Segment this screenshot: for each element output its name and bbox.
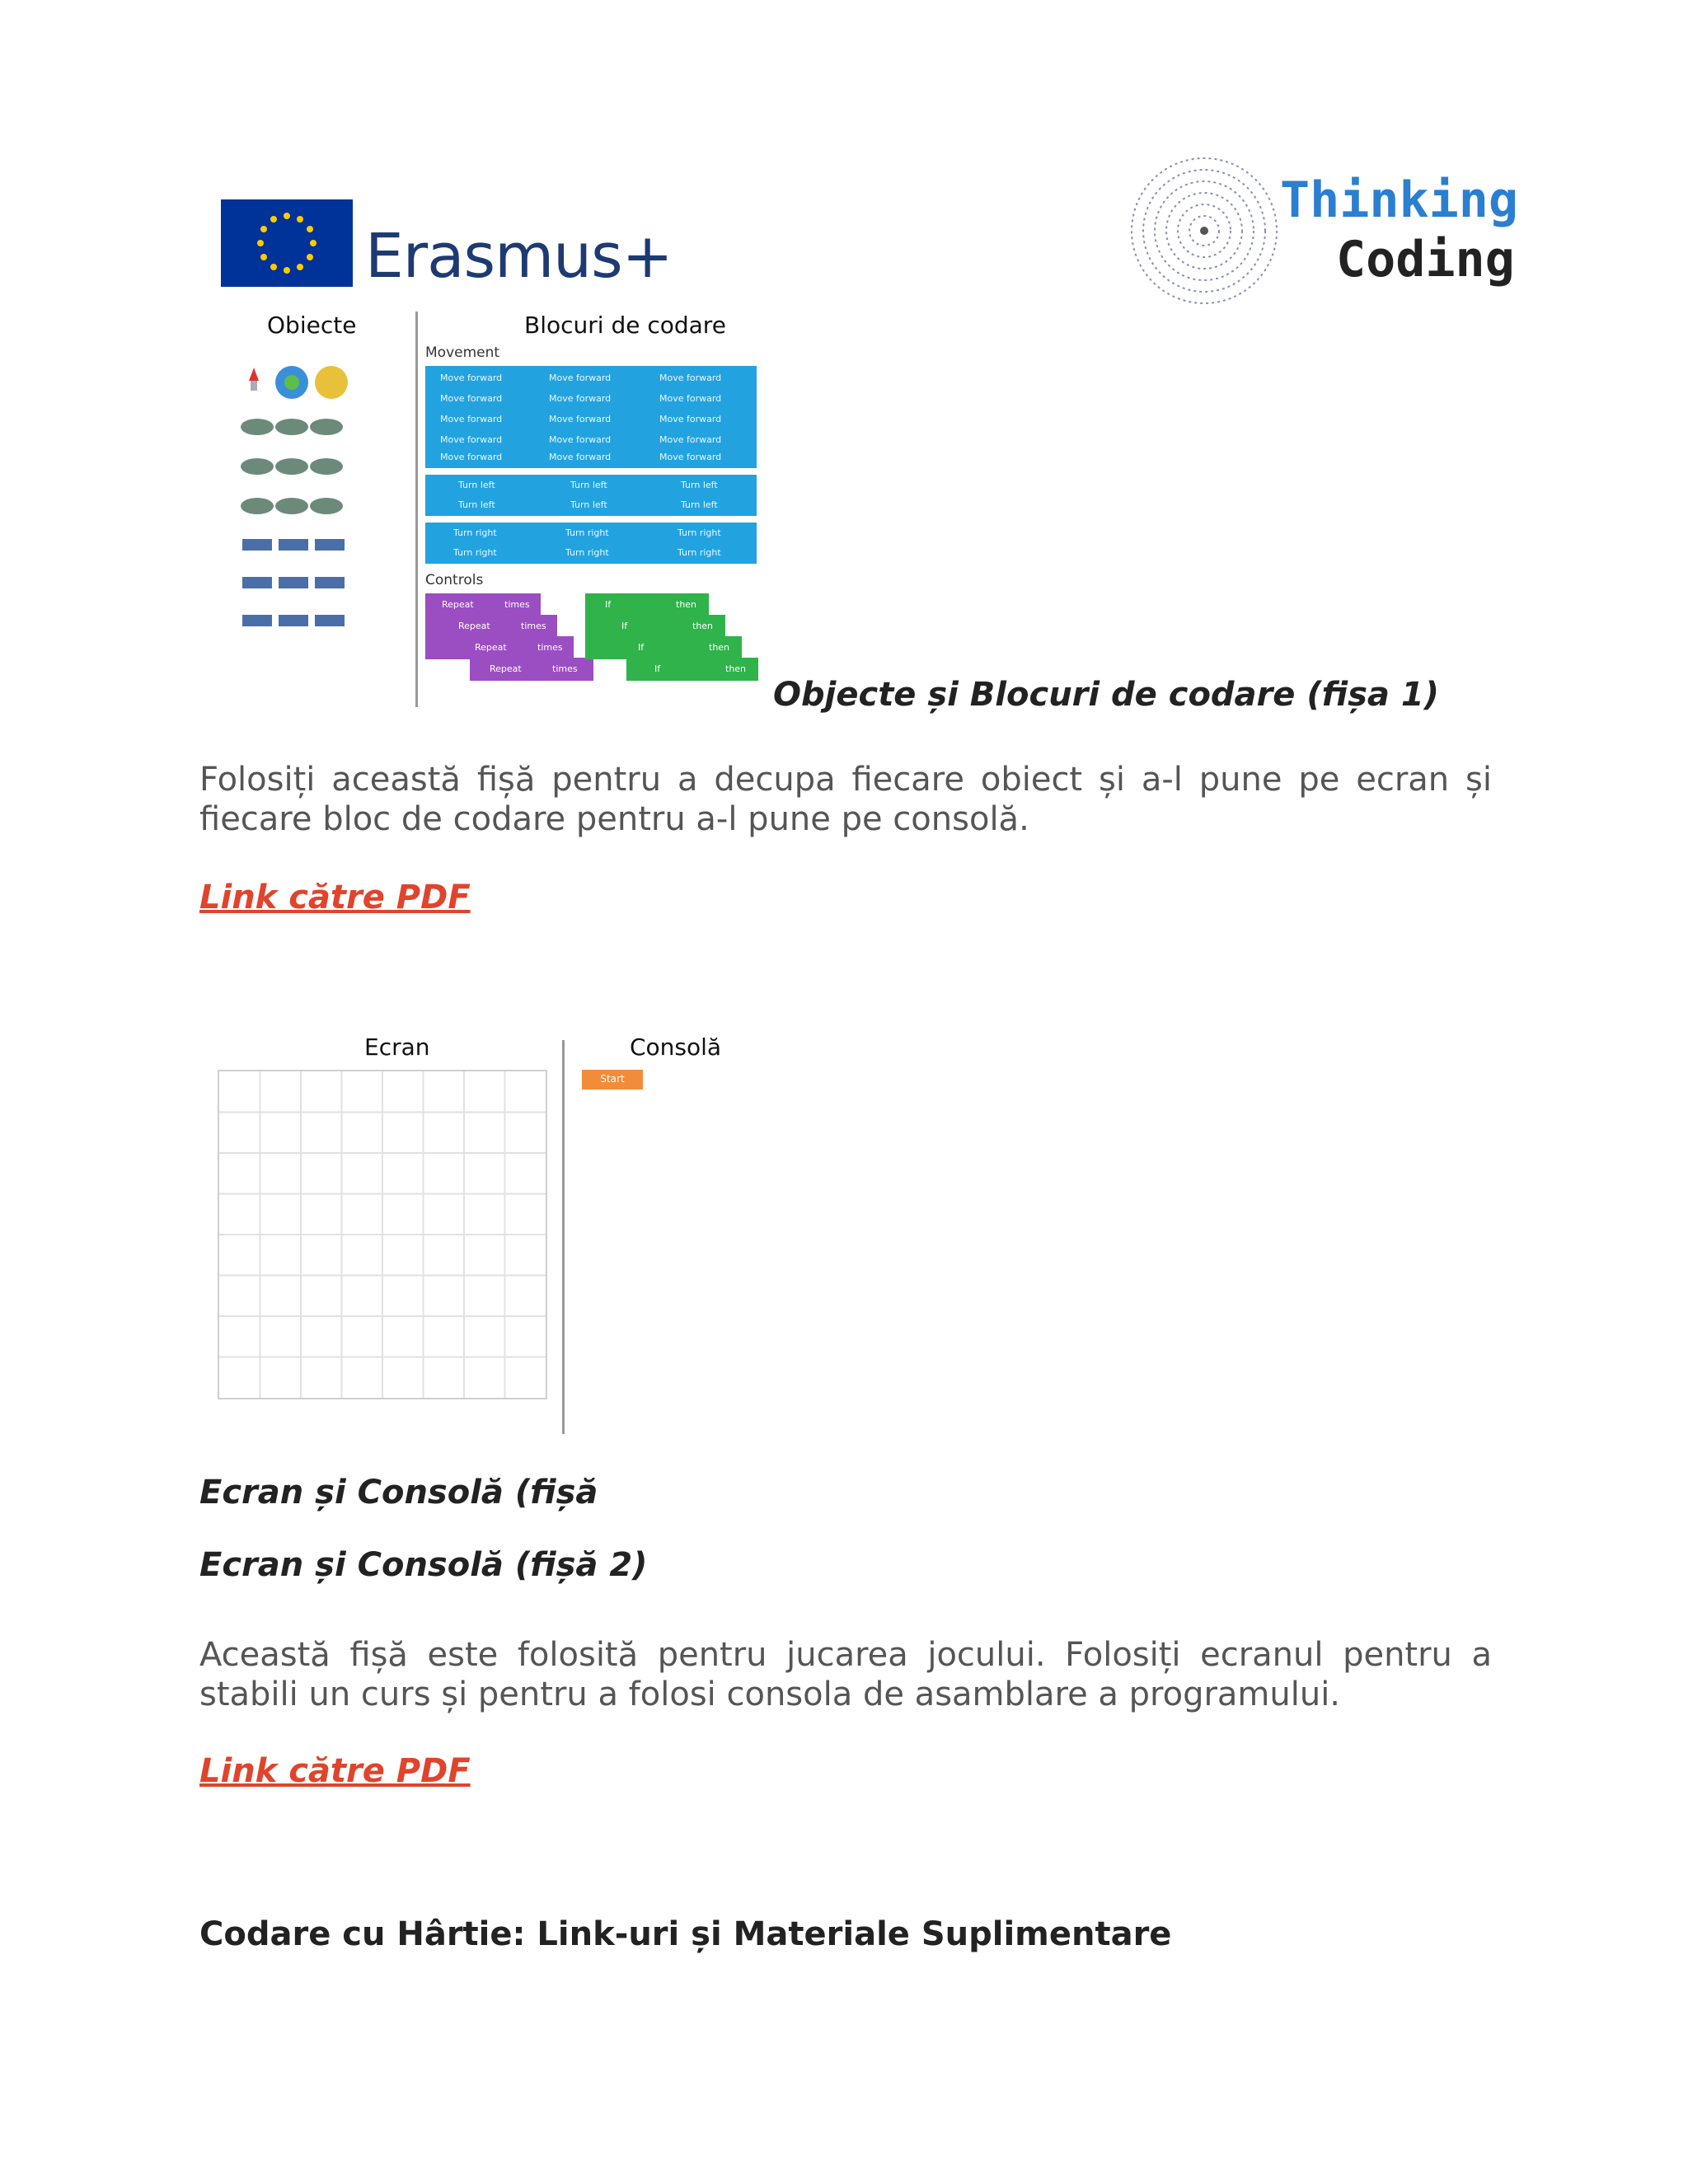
moon-icon (315, 366, 348, 399)
coding-blocks-label: Blocuri de codare (524, 312, 726, 339)
coding-text: Coding (1336, 231, 1515, 288)
repeat-block: Repeat times (425, 593, 541, 616)
if-block: If then (626, 658, 758, 681)
rocket-icon (249, 368, 259, 391)
repeat-block: Repeat times (425, 615, 557, 638)
worksheet-2-thumbnail (198, 1022, 725, 1434)
repeat-block: Repeat times (425, 636, 574, 659)
section-1-paragraph: Folosiți această fișă pentru a decupa fiecare obiect și a-l pune pe ecran și fiecare bloc de codare pentru a-l pune pe consolă. (199, 761, 1492, 838)
eu-flag-icon (221, 199, 353, 287)
column-divider (562, 1040, 565, 1434)
pdf-link-1[interactable]: Link către PDF (199, 879, 471, 916)
section-1-title: Objecte și Blocuri de codare (fișa 1) (773, 676, 1439, 714)
console-label: Consolă (630, 1033, 722, 1061)
section-2-paragraph: Această fișă este folosită pentru jucarea jocului. Folosiți ecranul pentru a stabili un curs și pentru a folosi consola de asamblare a programului. (199, 1636, 1492, 1713)
ufo-icon (241, 419, 343, 514)
if-block: If then (585, 615, 725, 638)
repeat-block: Repeat times (470, 658, 593, 681)
satellite-icon (242, 539, 345, 626)
if-block: If then (585, 636, 742, 659)
erasmus-plus-logo (221, 196, 673, 295)
worksheet-1-thumbnail (198, 312, 758, 707)
screen-grid (218, 1070, 547, 1399)
move-forward-blocks: Move forward Move forward Move forward Move forward Move forward Move forward Move forward Move forward Move forward Move forward Move forward Move forward Move forward Move forward Move forward (425, 366, 757, 468)
objects-illustration (239, 359, 404, 640)
section-2-title: Ecran și Consolă (fișă 2) (199, 1546, 648, 1584)
turn-left-blocks: Turn left Turn left Turn left Turn left Turn left Turn left (425, 475, 757, 516)
if-block: If then (585, 593, 709, 616)
movement-label: Movement (425, 344, 500, 361)
screen-label: Ecran (364, 1033, 430, 1061)
section-3-title: Codare cu Hârtie: Link-uri și Materiale Suplimentare (199, 1915, 1172, 1953)
section-2-title-partial: Ecran și Consolă (fișă (199, 1474, 598, 1511)
start-block: Start (582, 1070, 643, 1090)
column-divider (415, 312, 418, 707)
turn-right-blocks: Turn right Turn right Turn right Turn right Turn right Turn right (425, 523, 757, 564)
objects-label: Obiecte (267, 312, 357, 339)
binary-spiral-icon (1126, 148, 1282, 313)
thinking-coding-logo (1126, 148, 1518, 313)
pdf-link-2[interactable]: Link către PDF (199, 1752, 471, 1790)
erasmus-text: Erasmus+ (365, 221, 673, 292)
thinking-text: Thinking (1280, 171, 1518, 229)
controls-label: Controls (425, 572, 484, 588)
